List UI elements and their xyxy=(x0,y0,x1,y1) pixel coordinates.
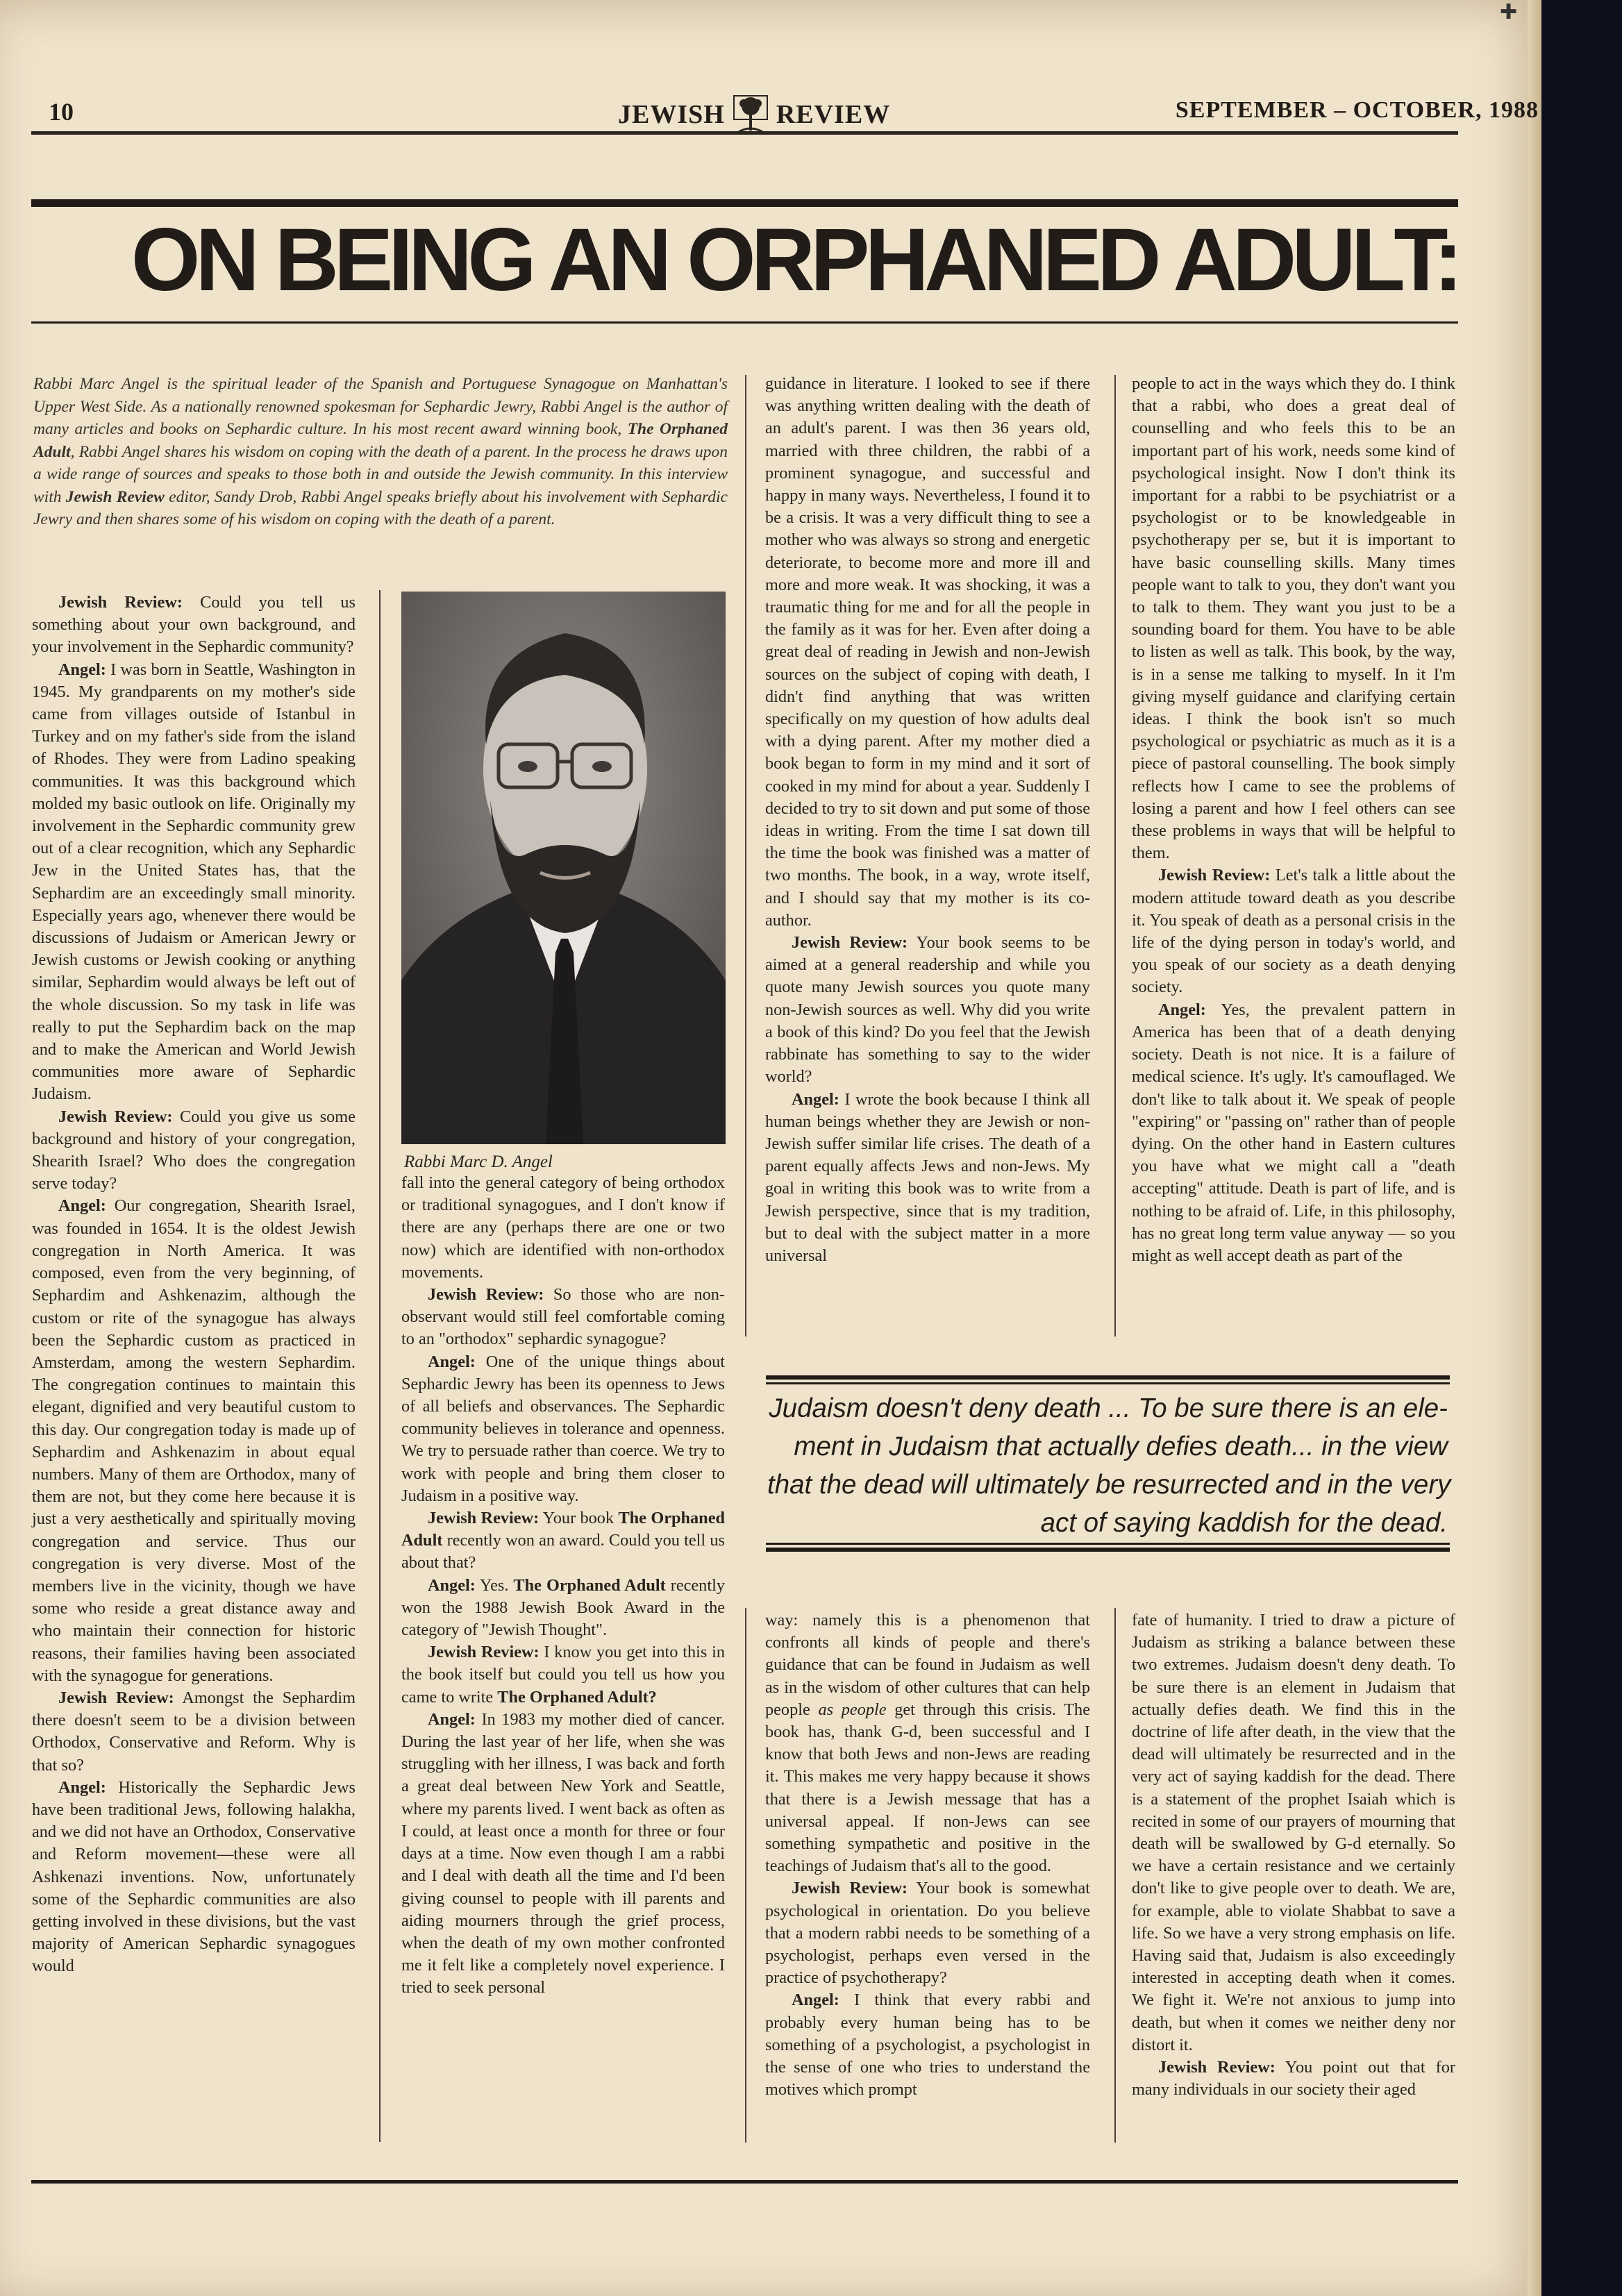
paragraph: Jewish Review: Could you give us some background and history of your congregation, Shearith Israel? Who does the congregation serve today? xyxy=(32,1107,356,1193)
masthead xyxy=(618,94,890,135)
column-divider xyxy=(1114,1608,1116,2143)
corner-mark-icon: ✚ xyxy=(1500,0,1518,24)
column-2 xyxy=(401,1172,725,2000)
author-photo xyxy=(401,592,726,1144)
paragraph: Angel: Yes, the prevalent pattern in America has been that of a death denying society. Death is not nice. It is a failure of medical science. It's ugly. It's camouflaged. We don't like to talk about it. We speak of people "expiring" or "passing on" rather than of people dying. On the other hand in Eastern cultures you have what we might call a "death accepting" attitude. Death is part of life, and is nothing to be afraid of. Life, in this philosophy, has no great long term value anyway — so you might as well accept death as part of the xyxy=(1132,1000,1455,1265)
photo-caption: Rabbi Marc D. Angel xyxy=(404,1153,553,1171)
paragraph: Jewish Review: So those who are non-observant would still feel comfortable coming to an "orthodox" sephardic synagogue? xyxy=(401,1285,725,1349)
headline: ON BEING AN ORPHANED ADULT: xyxy=(131,210,1458,310)
paragraph: Jewish Review: Amongst the Sephardim there doesn't seem to be a division between Orthodox, Conservative and Reform. Why is that so? xyxy=(32,1688,356,1775)
pull-quote xyxy=(767,1389,1451,1542)
pullquote-rule-bottom xyxy=(766,1548,1450,1552)
paragraph: Angel: One of the unique things about Sephardic Jewry has been its openness to Jews of all beliefs and observances. The Sephardic community believes in tolerance and openness. We try to persuade rather than coerce. We try to work with people and bring them closer to Judaism in a positive way. xyxy=(401,1352,725,1505)
paragraph: Angel: I was born in Seattle, Washington in 1945. My grandparents on my mother's side came from villages outside of Istanbul in Turkey and on my father's side from the island of Rhodes. They were from Ladino speaking communities. It was this background which molded my basic outlook on life. Originally my involvement in the Sephardic community grew out of a clear recognition, which any Sephardic Jew in the United States has, that the Sephardim are an exceedingly small minority. Especially years ago, whenever there would be discussions of Judaism or American Jewry or Jewish customs or Jewish cooking or anything similar, Sephardim would always be left out of the whole discussion. So my task in life was really to put the Sephardim back on the map and to make the American and World Jewish communities more aware of Sephardic Judaism. xyxy=(32,660,356,1104)
pullquote-rule-top-thin xyxy=(766,1382,1450,1384)
portrait-image xyxy=(401,592,726,1144)
intro-paragraph: Rabbi Marc Angel is the spiritual leader of the Spanish and Portuguese Synagogue on Manhattan's Upper West Side. As a nationally renowned spokesman for Sephardic Jewry, Rabbi Angel is the author of many articles and books on Sephardic culture. In his most recent award winning book, The Orphaned Adult, Rabbi Angel shares his wisdom on coping with the death of a parent. In the process he draws upon a wide range of sources and speaks to those both in and outside the Jewish community. In this interview with Jewish Review editor, Sandy Drob, Rabbi Angel speaks briefly about his involvement with Sephardic Jewry and then shares some of his wisdom on coping with the death of a parent. xyxy=(33,375,728,528)
column-divider xyxy=(379,590,381,2142)
headline-rule-bottom xyxy=(31,321,1458,324)
pull-quote-line: Judaism doesn't deny death ... To be sure there is an ele- xyxy=(769,1393,1448,1423)
paragraph: Jewish Review: Let's talk a little about the modern attitude toward death as you describe it. You speak of death as a personal crisis in the life of the dying person in today's world, and you speak of our society as a death denying society. xyxy=(1132,866,1455,997)
pullquote-rule-bottom-thin xyxy=(766,1543,1450,1545)
footer-rule xyxy=(31,2180,1458,2184)
headline-rule-top xyxy=(31,199,1458,207)
paragraph: Angel: I wrote the book because I think all human beings whether they are Jewish or non-Jewish suffer similar life crises. The death of a parent equally affects Jews and non-Jews. My goal in writing this book was to write from a Jewish perspective, since that is my tradition, but to deal with the subject matter in a more universal xyxy=(765,1089,1090,1265)
header-rule xyxy=(31,131,1458,135)
column-4-top xyxy=(1132,373,1455,1267)
paragraph: fall into the general category of being orthodox or traditional synagogues, and I don't know if there are any (perhaps there are one or two now) which are identified with non-orthodox movements. xyxy=(401,1173,725,1282)
paragraph: Jewish Review: Could you tell us something about your own background, and your involvement in the Sephardic community? xyxy=(32,593,356,657)
paragraph: Jewish Review: Your book The Orphaned Adult recently won an award. Could you tell us about that? xyxy=(401,1509,725,1573)
pullquote-rule-top xyxy=(766,1375,1450,1380)
paragraph: way: namely this is a phenomenon that confronts all kinds of people and there's guidance that can be found in Judaism as well as in the wisdom of other cultures that can help people as people get through this crisis. The book has, thank G-d, been successful and I know that both Jews and non-Jews are reading it. This makes me very happy because it shows that there is a Jewish message that has a universal appeal. If non-Jews can see something sympathetic and positive in the teachings of Judaism that's all to the good. xyxy=(765,1611,1090,1876)
paragraph: Angel: Our congregation, Shearith Israel, was founded in 1654. It is the oldest Jewish congregation in North America. It was composed, even from the very beginning, of Sephardim and Ashkenazim, although the custom or rite of the synagogue has always been the Sephardic custom as practiced in Amsterdam, among the western Sephardim. The congregation continues to maintain this elegant, dignified and very beautiful custom to this day. Our congregation today is made up of Sephardim and Ashkenazim in about equal numbers. Many of them are Orthodox, many of them are not, but they come here because it is just a very aesthetically and spiritually moving congregation and service. Thus our congregation is very diverse. Most of the members live in the vicinity, though we have some who reside a great distance away and who maintain their connection for historic reasons, their families having been associated with the synagogue for generations. xyxy=(32,1196,356,1685)
paragraph: Jewish Review: Your book is somewhat psychological in orientation. Do you believe that a modern rabbi needs to be something of a psychologist, perhaps even versed in the practice of psychotherapy? xyxy=(765,1879,1090,1988)
column-1 xyxy=(32,592,356,1978)
issue-date: SEPTEMBER – OCTOBER, 1988 xyxy=(1175,97,1539,123)
paragraph: people to act in the ways which they do. I think that a rabbi, who does a great deal of counselling and who feels this to be an important part of his work, needs some kind of psychological insight. Now I don't think its important for a rabbi to be psychiatrist or a psychologist or to be knowledgeable in psychotherapy per se, but it is important to have basic counselling skills. Many times people want to talk to you, they don't want you to talk to them. They want you just to be a sounding board for them. You have to be able to listen as well as talk. This book, by the way, is in a sense me talking to myself. In it I'm giving myself guidance and clarifying certain ideas. I think the book isn't so much psychological or psychiatric as much as it is a piece of pastoral counselling. The book simply reflects how I came to see the problems of losing a parent and how I feel others can see these problems in ways that will be helpful to them. xyxy=(1132,374,1455,863)
pull-quote-line: act of saying kaddish for the dead. xyxy=(1040,1508,1448,1538)
column-3-bottom xyxy=(765,1609,1090,2101)
column-divider xyxy=(745,375,746,1336)
paragraph: Angel: Historically the Sephardic Jews have been traditional Jews, following halakha, and we did not have an Orthodox, Conservative and Reform movement—these were all Ashkenazi inventions. Now, unfortunately some of the Sephardic communities are also getting involved in these divisions, but the vast majority of American Sephardic synagogues would xyxy=(32,1777,356,1976)
paragraph: Angel: I think that every rabbi and probably every human being has to be something of a psychologist, a psychologist in the sense of one who tries to understand the motives which prompt xyxy=(765,1991,1090,2100)
column-4-bottom xyxy=(1132,1609,1455,2101)
paragraph: fate of humanity. I tried to draw a picture of Judaism as striking a balance between these two extremes. Judaism doesn't deny death. To be sure there is an element in Judaism that actually defies death. We find this in the doctrine of life after death, in the view that the dead will ultimately be resurrected and in the very act of saying kaddish for the dead. There is a statement of the prophet Isaiah which is recited in some of our prayers of mourning that death will be swallowed by G-d eternally. So we have a certain resistance and we certainly don't like to give people over to death. We are, for example, able to violate Shabbat to save a life. So we have a very strong emphasis on life. Having said that, Judaism is also exceedingly interested in accepting death when it comes. We fight it. We're not anxious to jump into death, but when it comes we neither deny nor distort it. xyxy=(1132,1611,1455,2054)
pull-quote-line: that the dead will ultimately be resurrected and in the very xyxy=(767,1470,1451,1500)
paragraph: guidance in literature. I looked to see if there was anything written dealing with the death of an adult's parent. I was then 36 years old, married with three children, the rabbi of a prominent synagogue, and successful and happy in many ways. Nevertheless, I found it to be a crisis. It was a very difficult thing to see a mother who was always so strong and energetic deteriorate, to become more and more ill and more and more weak. It was shocking, it was a traumatic thing for me and for all the people in the family as it was for her. Even after doing a great deal of reading in Jewish and non-Jewish sources on the subject of coping with death, I didn't find anything that was written specifically on my question of how adults deal with a dying parent. After my mother died a book began to form in my mind and it sort of cooked in my mind for about a year. Suddenly I decided to try to sit down and put some of those ideas in writing. From the time I sat down till the time the book was finished was a matter of two months. The book, in a way, wrote itself, and I should say that my mother is its co-author. xyxy=(765,374,1090,930)
pull-quote-line: ment in Judaism that actually defies death... in the view xyxy=(794,1432,1448,1461)
column-divider xyxy=(1114,375,1116,1336)
tree-logo-icon xyxy=(730,94,771,135)
column-divider xyxy=(745,1608,746,2143)
page-number: 10 xyxy=(49,98,74,126)
paragraph: Jewish Review: You point out that for many individuals in our society their aged xyxy=(1132,2058,1455,2100)
paragraph: Angel: Yes. The Orphaned Adult recently won the 1988 Jewish Book Award in the category of "Jewish Thought". xyxy=(401,1575,725,1640)
masthead-title-suffix: REVIEW xyxy=(776,100,891,129)
paragraph: Jewish Review: I know you get into this in the book itself but could you tell us how you came to write The Orphaned Adult? xyxy=(401,1643,725,1707)
paragraph: Jewish Review: Your book seems to be aimed at a general readership and while you quote many Jewish sources you quote many non-Jewish sources as well. Why did you write a book of this kind? Do you feel that the Jewish rabbinate has something to say to the wider world? xyxy=(765,933,1090,1087)
page-edge xyxy=(1528,0,1541,2296)
masthead-title: JEWISH xyxy=(618,100,725,129)
paragraph: Angel: In 1983 my mother died of cancer. During the last year of her life, when she was struggling with her illness, I was back and forth a great deal between New York and Seattle, where my parents lived. I went back as often as I could, at least once a month for three or four days at a time. Now even though I am a rabbi and I deal with death all the time and I'd been giving counsel to people with ill parents and aiding mourners through the grief process, when the death of my own mother confronted me it felt like a completely novel experience. I tried to seek personal xyxy=(401,1709,725,1997)
column-3-top xyxy=(765,373,1090,1267)
